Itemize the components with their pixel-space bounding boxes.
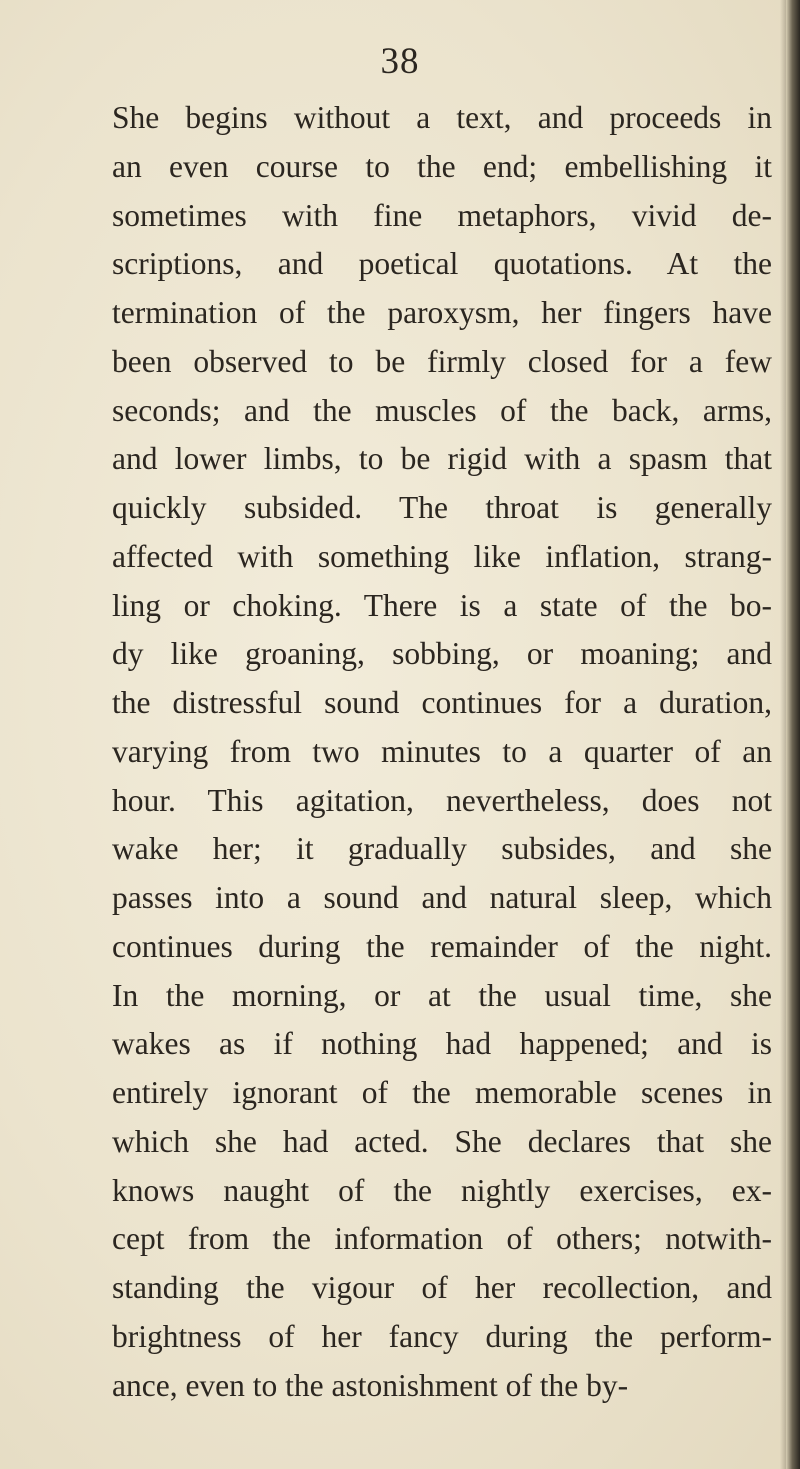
- text-line: In the morning, or at the usual time, she: [112, 977, 772, 1013]
- page-edge: [786, 0, 800, 1469]
- page-number: 38: [380, 41, 420, 82]
- body-text: [112, 94, 772, 1410]
- text-line: varying from two minutes to a quarter of an: [112, 733, 772, 769]
- text-line: ling or choking. There is a state of the bo-: [112, 587, 772, 623]
- text-line: scriptions, and poetical quotations. At the: [112, 246, 772, 282]
- text-line: been observed to be firmly closed for a few: [112, 343, 772, 379]
- text-line: knows naught of the nightly exercises, ex-: [112, 1172, 772, 1208]
- text-line: the distressful sound continues for a duration,: [112, 685, 772, 720]
- text-line: sometimes with fine metaphors, vivid de-: [112, 197, 772, 233]
- text-line: hour. This agitation, nevertheless, does not: [112, 782, 772, 818]
- text-line: affected with something like inflation, strang-: [112, 538, 772, 574]
- text-line: cept from the information of others; notwith-: [112, 1221, 772, 1257]
- text-line: and lower limbs, to be rigid with a spasm that: [112, 441, 772, 477]
- text-line: which she had acted. She declares that she: [112, 1123, 772, 1159]
- text-line: an even course to the end; embellishing it: [112, 148, 772, 184]
- text-line: She begins without a text, and proceeds in: [112, 100, 772, 135]
- text-line: wake her; it gradually subsides, and she: [112, 831, 772, 867]
- text-line: ance, even to the astonishment of the by-: [112, 1367, 629, 1403]
- text-line: passes into a sound and natural sleep, which: [112, 880, 772, 915]
- text-line: quickly subsided. The throat is generally: [112, 490, 772, 525]
- text-line: continues during the remainder of the night.: [112, 928, 772, 964]
- text-line: seconds; and the muscles of the back, arms,: [112, 392, 772, 428]
- text-line: dy like groaning, sobbing, or moaning; and: [112, 636, 772, 672]
- text-line: wakes as if nothing had happened; and is: [112, 1026, 772, 1062]
- text-line: standing the vigour of her recollection, and: [112, 1270, 772, 1305]
- text-line: brightness of her fancy during the perform-: [112, 1318, 772, 1354]
- text-line: termination of the paroxysm, her fingers have: [112, 295, 772, 330]
- text-line: entirely ignorant of the memorable scenes in: [112, 1075, 772, 1110]
